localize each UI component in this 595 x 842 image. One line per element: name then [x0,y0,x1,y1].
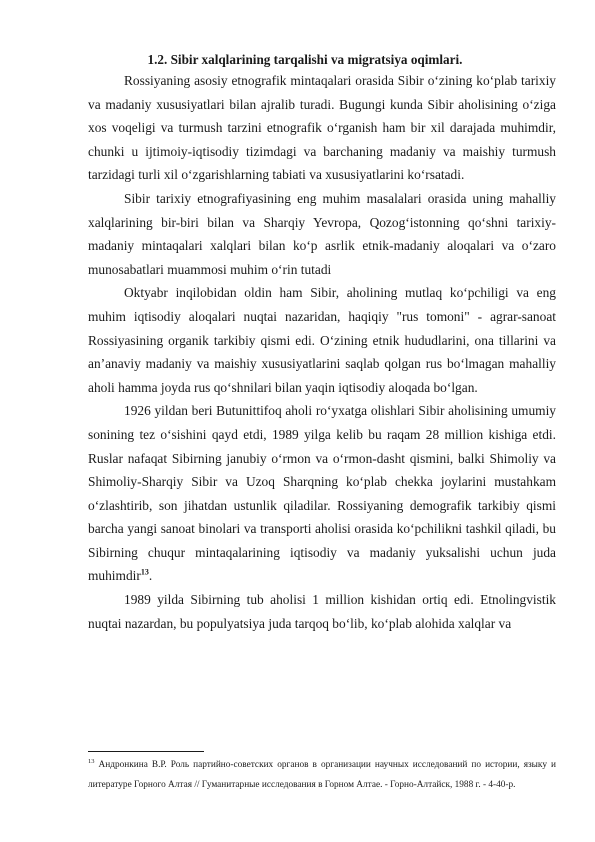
footnote-number: 13 [88,757,95,765]
paragraph-4-text: 1926 yildan beri Butunittifoq aholi ro‘yxatga olishlari Sibir aholisining umumiy sonining tez o‘sishini qayd etdi, 1989 yilga kelib bu raqam 28 million kishiga etdi. Ruslar nafaqat Sibirning janubiy o‘rmon va o‘rmon-dasht qismini, balki Shimoliy va Shimoliy-Sharqiy Sibir va Uzoq Sharqning ko‘plab chekka joylarini mustahkam o‘zlashtirib, son jihatdan ustunlik qiladilar. Rossiyaning demografik tarkibiy qismi barcha yangi sanoat binolari va transporti aholisi orasida ko‘pchilikni tashkil qiladi, bu Sibirning chuqur mintaqalarining iqtisodiy va madaniy yuksalishi uchun juda muhimdir [88,403,556,584]
footnote-reference[interactable]: 13 [140,568,149,577]
footnote-separator [88,751,204,752]
paragraph-2: Sibir tarixiy etnografiyasining eng muhim masalalari orasida uning mahalliy xalqlarining bir-biri bilan va Sharqiy Yevropa, Qozog‘istonning qo‘shni tarixiy-madaniy mintaqalari xalqlari bilan ko‘p asrlik etnik-madaniy aloqalari va o‘zaro munosabatlari muammosi muhim o‘rin tutadi [88,190,556,277]
footnote [88,756,556,795]
section-heading: 1.2. Sibir xalqlarining tarqalishi va migratsiya oqimlari. [147,52,463,67]
footnote-reference-suffix: . [148,568,153,584]
paragraph-4 [88,399,556,588]
paragraph-1: Rossiyaning asosiy etnografik mintaqalari orasida Sibir o‘zining ko‘plab tarixiy va madaniy xususiyatlari bilan ajralib turadi. Bugungi kunda Sibir aholisining o‘ziga xos voqeligi va turmush tarzini etnografik o‘rganish ham bir xil darajada muhimdir, chunki u ijtimoiy-iqtisodiy tizimdagi va barchaning madaniy va maishiy turmush tarzidagi turli xil o‘zgarishlarning tabiati va xususiyatlarini ko‘rsatadi. [88,73,556,183]
paragraph-3: Oktyabr inqilobidan oldin ham Sibir, aholining mutlaq ko‘pchiligi va eng muhim iqtisodiy aloqalari nuqtai nazaridan, haqiqiy "rus tomoni" - agrar-sanoat Rossiyasining organik tarkibiy qismi edi. O‘zining etnik hududlarini, ona tillarini va an’anaviy madaniy va maishiy xususiyatlarini saqlab qolgan rus bo‘lmagan mahalliy aholi hamma joyda rus qo‘shnilari bilan yaqin iqtisodiy aloqada bo‘lgan. [88,285,556,395]
paragraph-5: 1989 yilda Sibirning tub aholisi 1 million kishidan ortiq edi. Etnolingvistik nuqtai nazardan, bu populyatsiya juda tarqoq bo‘lib, ko‘plab alohida xalqlar va [88,592,556,631]
document-page [88,52,556,635]
footnote-text: Андронкина В.Р. Роль партийно-советских органов в организации научных исследований по истории, языку и литературе Горного Алтая // Гуманитарные исследования в Горном Алтае. - Горно-Алтайск, 1988 г. - 4-40-р. [88,760,556,790]
